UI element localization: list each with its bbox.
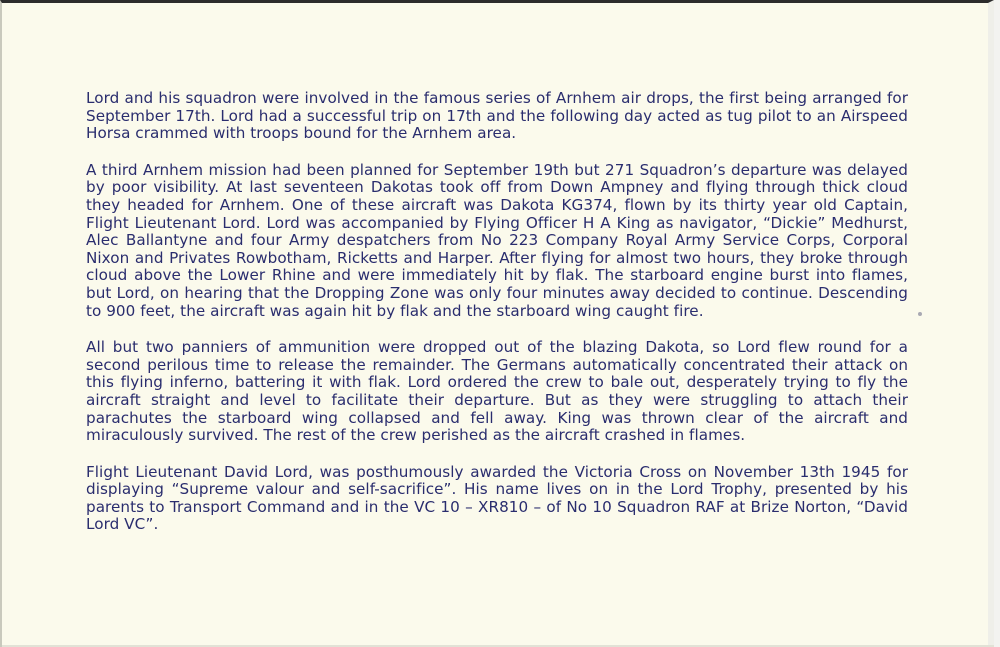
paragraph-arnhem-drops: Lord and his squadron were involved in the famous series of Arnhem air drops, the first being arranged for September 17th. Lord had a successful trip on 17th and the following day acted as tug pilot to an Airspeed Horsa crammed with troops bound for the Arnhem area.	[86, 89, 908, 143]
right-page-edge	[994, 0, 1000, 647]
body-text	[86, 90, 908, 553]
paragraph-third-mission: A third Arnhem mission had been planned for September 19th but 271 Squadron’s departure was delayed by poor visibility. At last seventeen Dakotas took off from Down Ampney and flying through thick cloud they headed for Arnhem. One of these aircraft was Dakota KG374, flown by its thirty year old Captain, Flight Lieutenant Lord. Lord was accompanied by Flying Officer H A King as navigator, “Dickie” Medhurst, Alec Ballantyne and four Army despatchers from No 223 Company Royal Army Service Corps, Corporal Nixon and Privates Rowbotham, Ricketts and Harper. After flying for almost two hours, they broke through cloud above the Lower Rhine and were immediately hit by flak. The starboard engine burst into flames, but Lord, on hearing that the Dropping Zone was only four minutes away decided to continue. Descending to 900 feet, the aircraft was again hit by flak and the starboard wing caught fire.	[86, 160, 908, 320]
paragraph-victoria-cross: Flight Lieutenant David Lord, was posthumously awarded the Victoria Cross on November 13th 1945 for displaying “Supreme valour and self-sacrifice”. His name lives on in the Lord Trophy, presented by his parents to Transport Command and in the VC 10 – XR810 – of No 10 Squadron RAF at Brize Norton, “David Lord VC”.	[86, 462, 908, 534]
paragraph-panniers: All but two panniers of ammunition were dropped out of the blazing Dakota, so Lord flew round for a second perilous time to release the remainder. The Germans automatically concentrated their attack on this flying inferno, battering it with flak. Lord ordered the crew to bale out, desperately trying to fly the aircraft straight and level to facilitate their departure. But as they were struggling to attach their parachutes the starboard wing collapsed and fell away. King was thrown clear of the aircraft and miraculously survived. The rest of the crew perished as the aircraft crashed in flames.	[86, 338, 908, 445]
paper-speck	[918, 312, 922, 316]
